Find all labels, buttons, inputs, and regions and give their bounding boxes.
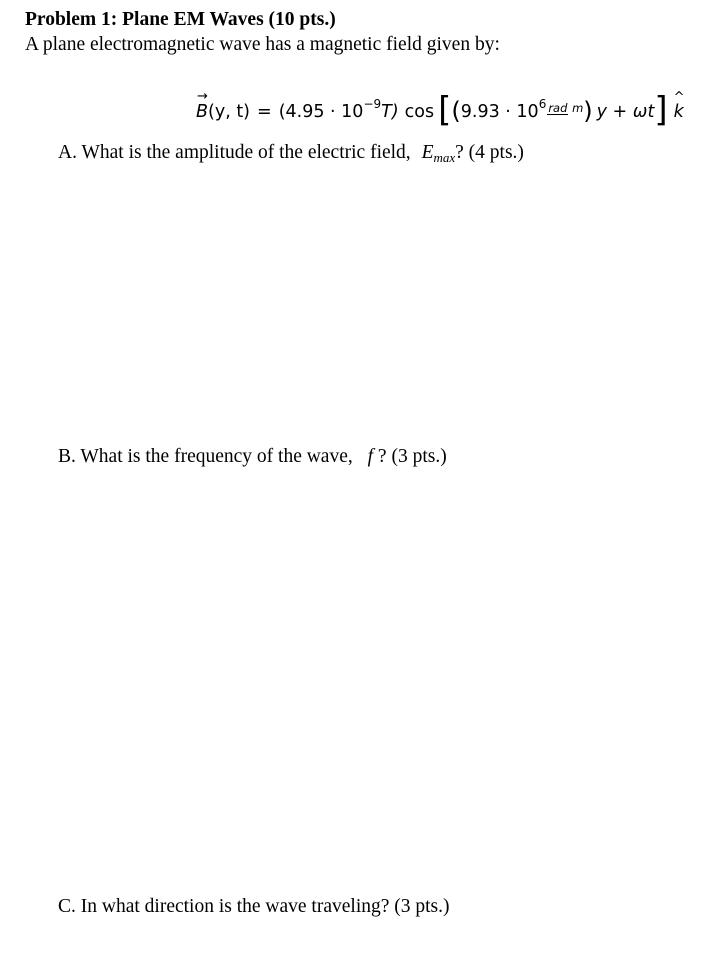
problem-intro: A plane electromagnetic wave has a magnetic field given by:: [25, 34, 500, 55]
unit-numerator: rad: [548, 100, 568, 115]
magnetic-field-equation: [196, 89, 685, 132]
question-a-lead: A. What is the amplitude of the electric field,: [58, 142, 411, 163]
question-c: C. In what direction is the wave traveling? (3 pts.): [58, 896, 450, 917]
left-bracket: [: [438, 90, 452, 130]
cos-function: cos: [404, 102, 435, 122]
question-b-lead: B. What is the frequency of the wave,: [58, 446, 353, 467]
wavenumber-exponent: 6: [538, 97, 547, 111]
eq-args: (y, t): [208, 102, 251, 122]
question-b: [58, 446, 447, 468]
unit-vector-hat: ^: [673, 90, 685, 105]
frequency-symbol: f: [367, 446, 374, 467]
wavenumber-unit-fraction: [547, 101, 583, 115]
question-b-tail: ? (3 pts.): [373, 446, 447, 467]
eq-equals: =: [257, 102, 272, 122]
right-paren: ): [583, 97, 593, 125]
problem-title: Problem 1: Plane EM Waves (10 pts.): [25, 9, 336, 30]
right-bracket: ]: [654, 90, 668, 130]
e-max-subscript: max: [433, 150, 456, 165]
vector-arrow: →: [197, 89, 208, 104]
b-vector-symbol: B →: [196, 89, 209, 122]
question-a: [58, 142, 524, 164]
amplitude-unit: T): [381, 102, 399, 122]
amplitude-coeff: (4.95 · 10: [278, 102, 364, 122]
unit-denominator: m: [572, 100, 584, 115]
e-max-symbol: E: [421, 142, 434, 163]
phase-tail: y + ωt: [596, 102, 655, 122]
question-a-tail: ? (4 pts.): [455, 142, 524, 163]
wavenumber-coeff: 9.93 · 10: [460, 102, 539, 122]
amplitude-exponent: −9: [363, 97, 382, 111]
k-unit-vector: k ^: [673, 90, 685, 122]
left-paren: (: [451, 97, 461, 125]
